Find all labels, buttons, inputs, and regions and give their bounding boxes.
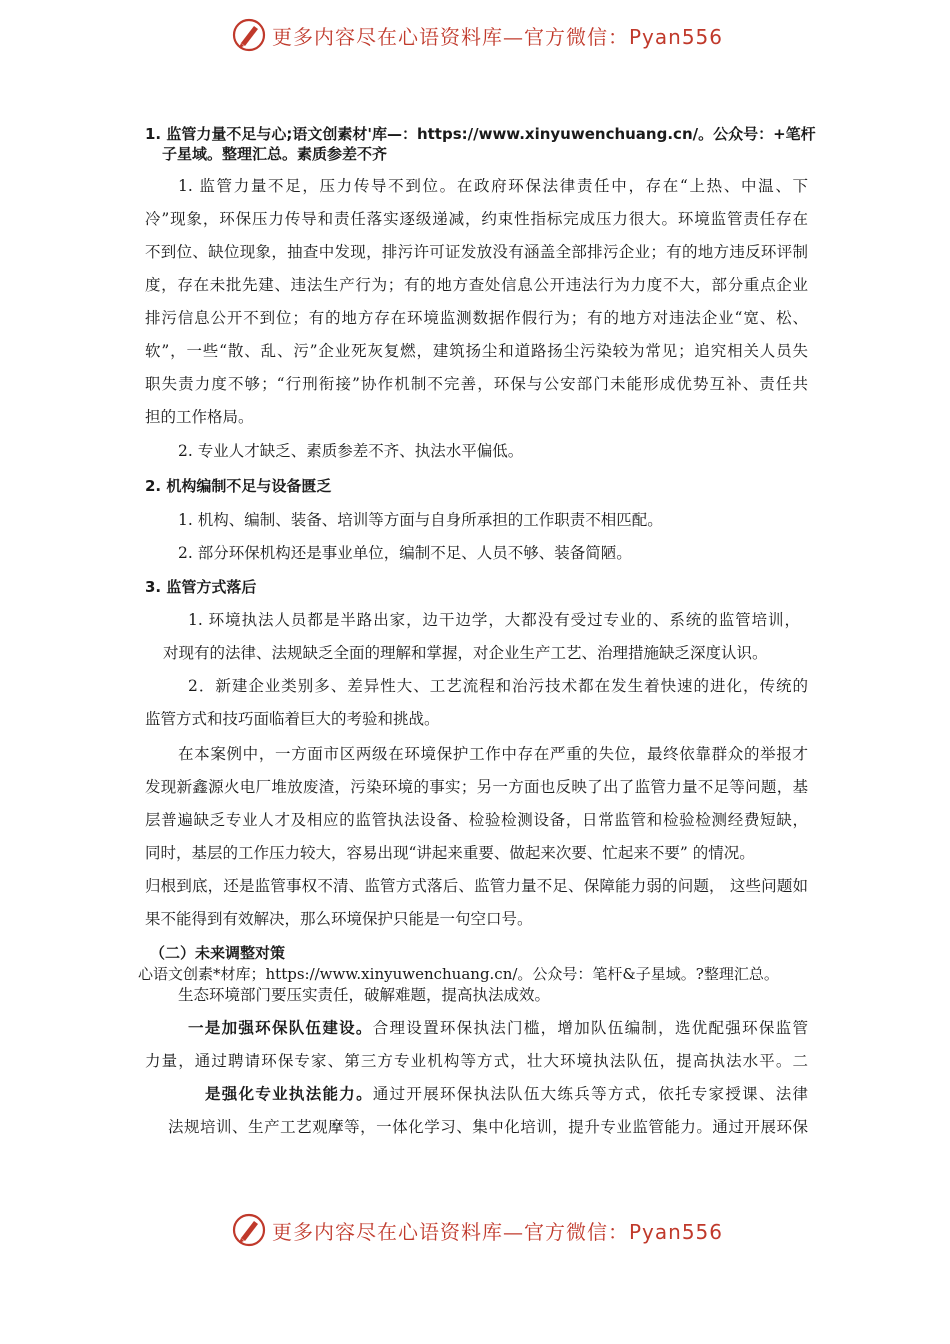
measure-1-bold: 一是加强环保队伍建设。	[188, 1019, 373, 1037]
para-1-line: 排污信息公开不到位；有的地方存在环境监测数据作假行为；有的地方对违法企业“宽、松、	[145, 309, 808, 327]
heading-2: 2. 机构编制不足与设备匮乏	[145, 477, 332, 495]
para-1-item-2: 2. 专业人才缺乏、素质参差不齐、执法水平偏低。	[178, 442, 524, 460]
para-1-line: 软”，一些“散、乱、污”企业死灰复燃，建筑扬尘和道路扬尘污染较为常见；追究相关人员失	[145, 342, 808, 360]
para-1-line: 担的工作格局。	[145, 408, 254, 426]
pen-logo-icon	[232, 18, 266, 52]
section-2-watermark: 心语文创素*材库；https://www.xinyuwenchuang.cn/。公众号：笔杆&子星域。?整理汇总。	[138, 965, 779, 983]
para-1-line: 职失责力度不够；“行刑衔接”协作机制不完善，环保与公安部门未能形成优势互补、责任共	[145, 375, 808, 393]
heading-2-item: 1. 机构、编制、装备、培训等方面与自身所承担的工作职责不相匹配。	[178, 511, 663, 529]
heading-2-item: 2. 部分环保机构还是事业单位，编制不足、人员不够、装备简陋。	[178, 544, 632, 562]
watermark-text: 更多内容尽在心语资料库—官方微信：Pyan556	[272, 24, 724, 49]
para-1-line: 度，存在未批先建、违法生产行为；有的地方查处信息公开违法行为力度不大，部分重点企业	[145, 276, 808, 294]
para-1-line: 不到位、缺位现象，抽查中发现，排污许可证发放没有涵盖全部排污企业；有的地方违反环评制	[145, 243, 808, 261]
para-1-line: 1. 监管力量不足，压力传导不到位。在政府环保法律责任中，存在“上热、中温、下	[178, 177, 808, 195]
header-watermark	[232, 18, 723, 52]
summary-line: 层普遍缺乏专业人才及相应的监管执法设备、检验检测设备，日常监管和检验检测经费短缺，	[145, 811, 808, 829]
section-2-intro: 生态环境部门要压实责任，破解难题，提高执法成效。	[178, 986, 551, 1004]
measure-2-rest: 通过开展环保执法队伍大练兵等方式，依托专家授课、法律	[372, 1085, 808, 1103]
summary-line: 同时，基层的工作压力较大，容易出现“讲起来重要、做起来次要、忙起来不要” 的情况。	[145, 844, 755, 862]
summary-line: 在本案例中，一方面市区两级在环境保护工作中存在严重的失位，最终依靠群众的举报才	[178, 745, 808, 763]
measure-2-line-1	[205, 1084, 808, 1104]
heading-3: 3. 监管方式落后	[145, 578, 257, 596]
measure-1-rest: 合理设置环保执法门槛，增加队伍编制，选优配强环保监管	[372, 1019, 808, 1037]
para-1-line: 冷”现象，环保压力传导和责任落实逐级递减，约束性指标完成压力很大。环境监管责任存在	[145, 210, 808, 228]
heading-3-item-2-line: 监管方式和技巧面临着巨大的考验和挑战。	[145, 710, 440, 728]
heading-3-item-1-line: 对现有的法律、法规缺乏全面的理解和掌握，对企业生产工艺、治理措施缺乏深度认识。	[163, 644, 768, 662]
measure-1-line-2: 力量，通过聘请环保专家、第三方专业机构等方式，壮大环境执法队伍，提高执法水平。二	[145, 1052, 808, 1070]
summary-line: 归根到底，还是监管事权不清、监管方式落后、监管力量不足、保障能力弱的问题， 这些问题如	[145, 877, 808, 895]
summary-line: 果不能得到有效解决，那么环境保护只能是一句空口号。	[145, 910, 533, 928]
heading-1-line-2: 子星域。整理汇总。素质参差不齐	[162, 145, 388, 163]
summary-line: 发现新鑫源火电厂堆放废渣，污染环境的事实；另一方面也反映了出了监管力量不足等问题，基	[145, 778, 808, 796]
heading-3-item-1-line: 1. 环境执法人员都是半路出家，边干边学，大都没有受过专业的、系统的监管培训，	[188, 611, 800, 629]
heading-3-item-2-line: 2．新建企业类别多、差异性大、工艺流程和治污技术都在发生着快速的进化，传统的	[188, 677, 808, 695]
section-2-title: （二）未来调整对策	[150, 944, 286, 962]
pen-logo-icon	[232, 1213, 266, 1247]
watermark-text: 更多内容尽在心语资料库—官方微信：Pyan556	[272, 1219, 724, 1244]
measure-2-line-2: 法规培训、生产工艺观摩等，一体化学习、集中化培训，提升专业监管能力。通过开展环保	[168, 1118, 808, 1136]
heading-1-line-1: 1. 监管力量不足与心;语文创素材'库—：https://www.xinyuwenchuang.cn/。公众号：+笔杆	[145, 125, 816, 143]
measure-1-line-1	[188, 1018, 808, 1038]
footer-watermark	[232, 1213, 723, 1247]
measure-2-bold: 是强化专业执法能力。	[205, 1085, 373, 1103]
